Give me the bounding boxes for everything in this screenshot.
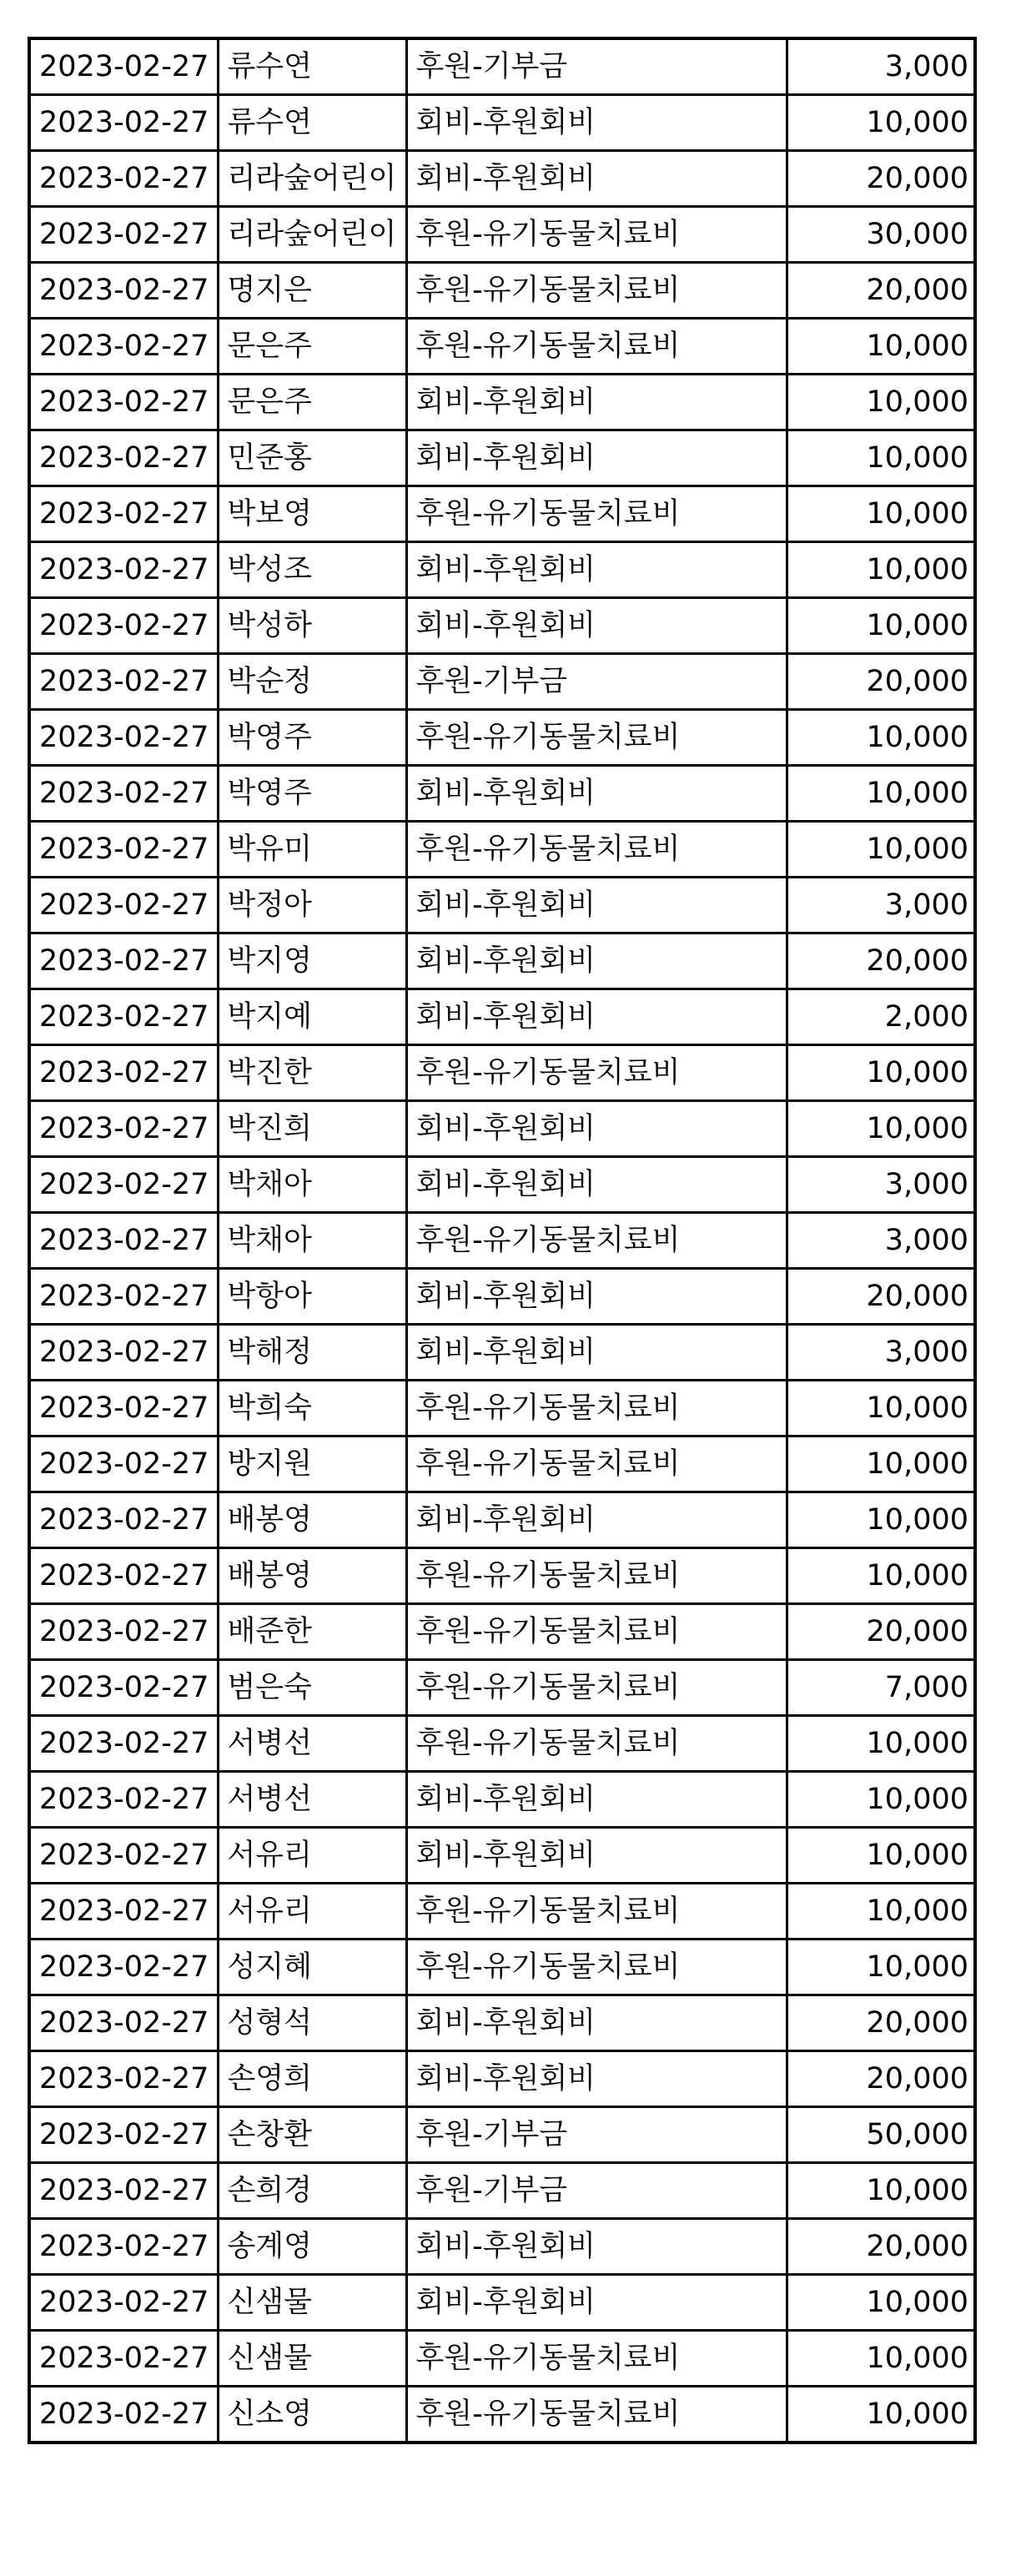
category-cell: 후원-유기동물치료비 <box>406 2331 787 2387</box>
donor-name-cell: 신소영 <box>218 2387 406 2443</box>
table-row <box>29 375 975 430</box>
donor-name-cell: 명지은 <box>218 263 406 319</box>
table-row <box>29 2107 975 2163</box>
date-cell: 2023-02-27 <box>29 375 218 430</box>
amount-cell: 10,000 <box>787 542 975 598</box>
category-cell: 후원-유기동물치료비 <box>406 263 787 319</box>
category-cell: 후원-유기동물치료비 <box>406 1548 787 1604</box>
table-row <box>29 1995 975 2051</box>
date-cell: 2023-02-27 <box>29 1604 218 1660</box>
category-cell: 회비-후원회비 <box>406 375 787 430</box>
category-cell: 후원-유기동물치료비 <box>406 1884 787 1940</box>
amount-cell: 20,000 <box>787 2051 975 2107</box>
date-cell: 2023-02-27 <box>29 1660 218 1716</box>
donor-name-cell: 신샘물 <box>218 2331 406 2387</box>
category-cell: 후원-유기동물치료비 <box>406 1045 787 1101</box>
donor-name-cell: 박영주 <box>218 766 406 822</box>
category-cell: 회비-후원회비 <box>406 1101 787 1157</box>
donor-name-cell: 손희경 <box>218 2163 406 2219</box>
category-cell: 후원-기부금 <box>406 38 787 95</box>
amount-cell: 20,000 <box>787 2219 975 2275</box>
donor-name-cell: 배준한 <box>218 1604 406 1660</box>
amount-cell: 3,000 <box>787 1325 975 1381</box>
category-cell: 후원-유기동물치료비 <box>406 1381 787 1436</box>
category-cell: 후원-기부금 <box>406 654 787 710</box>
amount-cell: 2,000 <box>787 989 975 1045</box>
table-row <box>29 1660 975 1716</box>
amount-cell: 10,000 <box>787 1436 975 1492</box>
date-cell: 2023-02-27 <box>29 207 218 263</box>
donor-name-cell: 박채아 <box>218 1213 406 1269</box>
date-cell: 2023-02-27 <box>29 1325 218 1381</box>
date-cell: 2023-02-27 <box>29 822 218 878</box>
donor-name-cell: 박채아 <box>218 1157 406 1213</box>
donor-name-cell: 박성하 <box>218 598 406 654</box>
table-row <box>29 2051 975 2107</box>
date-cell: 2023-02-27 <box>29 1045 218 1101</box>
donor-name-cell: 문은주 <box>218 375 406 430</box>
amount-cell: 10,000 <box>787 430 975 486</box>
category-cell: 후원-유기동물치료비 <box>406 1213 787 1269</box>
amount-cell: 20,000 <box>787 1269 975 1325</box>
donor-name-cell: 민준홍 <box>218 430 406 486</box>
date-cell: 2023-02-27 <box>29 1213 218 1269</box>
date-cell: 2023-02-27 <box>29 710 218 766</box>
amount-cell: 30,000 <box>787 207 975 263</box>
table-row <box>29 542 975 598</box>
amount-cell: 3,000 <box>787 1157 975 1213</box>
category-cell: 후원-기부금 <box>406 2107 787 2163</box>
category-cell: 후원-기부금 <box>406 2163 787 2219</box>
amount-cell: 7,000 <box>787 1660 975 1716</box>
date-cell: 2023-02-27 <box>29 1940 218 1995</box>
category-cell: 회비-후원회비 <box>406 1157 787 1213</box>
category-cell: 후원-유기동물치료비 <box>406 1716 787 1772</box>
table-row <box>29 1157 975 1213</box>
donor-name-cell: 신샘물 <box>218 2275 406 2331</box>
table-row <box>29 1325 975 1381</box>
date-cell: 2023-02-27 <box>29 1436 218 1492</box>
date-cell: 2023-02-27 <box>29 95 218 151</box>
category-cell: 회비-후원회비 <box>406 430 787 486</box>
date-cell: 2023-02-27 <box>29 2051 218 2107</box>
date-cell: 2023-02-27 <box>29 263 218 319</box>
donor-name-cell: 서병선 <box>218 1716 406 1772</box>
category-cell: 회비-후원회비 <box>406 1828 787 1884</box>
date-cell: 2023-02-27 <box>29 1828 218 1884</box>
table-row <box>29 207 975 263</box>
amount-cell: 10,000 <box>787 2163 975 2219</box>
donation-ledger-table <box>28 37 977 2444</box>
donor-name-cell: 박성조 <box>218 542 406 598</box>
category-cell: 후원-유기동물치료비 <box>406 486 787 542</box>
table-row <box>29 1492 975 1548</box>
amount-cell: 3,000 <box>787 878 975 933</box>
amount-cell: 10,000 <box>787 710 975 766</box>
category-cell: 회비-후원회비 <box>406 151 787 207</box>
date-cell: 2023-02-27 <box>29 1995 218 2051</box>
donor-name-cell: 배봉영 <box>218 1548 406 1604</box>
category-cell: 회비-후원회비 <box>406 95 787 151</box>
table-row <box>29 598 975 654</box>
amount-cell: 10,000 <box>787 1381 975 1436</box>
donor-name-cell: 박순정 <box>218 654 406 710</box>
category-cell: 후원-유기동물치료비 <box>406 319 787 375</box>
amount-cell: 10,000 <box>787 375 975 430</box>
amount-cell: 20,000 <box>787 654 975 710</box>
date-cell: 2023-02-27 <box>29 1492 218 1548</box>
donor-name-cell: 박영주 <box>218 710 406 766</box>
amount-cell: 3,000 <box>787 1213 975 1269</box>
donor-name-cell: 문은주 <box>218 319 406 375</box>
amount-cell: 10,000 <box>787 766 975 822</box>
donor-name-cell: 박지예 <box>218 989 406 1045</box>
category-cell: 회비-후원회비 <box>406 2051 787 2107</box>
amount-cell: 10,000 <box>787 598 975 654</box>
table-row <box>29 1828 975 1884</box>
amount-cell: 10,000 <box>787 1492 975 1548</box>
category-cell: 후원-유기동물치료비 <box>406 710 787 766</box>
ledger-body <box>29 38 975 2443</box>
category-cell: 회비-후원회비 <box>406 933 787 989</box>
amount-cell: 3,000 <box>787 38 975 95</box>
table-row <box>29 1101 975 1157</box>
donor-name-cell: 손영희 <box>218 2051 406 2107</box>
amount-cell: 10,000 <box>787 95 975 151</box>
donor-name-cell: 성형석 <box>218 1995 406 2051</box>
table-row <box>29 486 975 542</box>
table-row <box>29 38 975 95</box>
category-cell: 회비-후원회비 <box>406 989 787 1045</box>
donor-name-cell: 리라숲어린이 <box>218 207 406 263</box>
date-cell: 2023-02-27 <box>29 1101 218 1157</box>
donor-name-cell: 배봉영 <box>218 1492 406 1548</box>
category-cell: 회비-후원회비 <box>406 2219 787 2275</box>
amount-cell: 10,000 <box>787 1548 975 1604</box>
table-row <box>29 1884 975 1940</box>
date-cell: 2023-02-27 <box>29 1269 218 1325</box>
table-row <box>29 822 975 878</box>
donor-name-cell: 류수연 <box>218 38 406 95</box>
donor-name-cell: 손창환 <box>218 2107 406 2163</box>
date-cell: 2023-02-27 <box>29 2275 218 2331</box>
date-cell: 2023-02-27 <box>29 654 218 710</box>
donor-name-cell: 송계영 <box>218 2219 406 2275</box>
date-cell: 2023-02-27 <box>29 933 218 989</box>
amount-cell: 20,000 <box>787 263 975 319</box>
category-cell: 후원-유기동물치료비 <box>406 1604 787 1660</box>
date-cell: 2023-02-27 <box>29 486 218 542</box>
category-cell: 회비-후원회비 <box>406 1492 787 1548</box>
amount-cell: 10,000 <box>787 1716 975 1772</box>
date-cell: 2023-02-27 <box>29 2107 218 2163</box>
amount-cell: 20,000 <box>787 1604 975 1660</box>
date-cell: 2023-02-27 <box>29 1884 218 1940</box>
table-row <box>29 710 975 766</box>
table-row <box>29 766 975 822</box>
amount-cell: 10,000 <box>787 1772 975 1828</box>
date-cell: 2023-02-27 <box>29 989 218 1045</box>
table-row <box>29 2387 975 2443</box>
table-row <box>29 1772 975 1828</box>
amount-cell: 10,000 <box>787 2331 975 2387</box>
category-cell: 후원-유기동물치료비 <box>406 1660 787 1716</box>
table-row <box>29 989 975 1045</box>
amount-cell: 20,000 <box>787 933 975 989</box>
category-cell: 회비-후원회비 <box>406 542 787 598</box>
donor-name-cell: 범은숙 <box>218 1660 406 1716</box>
date-cell: 2023-02-27 <box>29 766 218 822</box>
date-cell: 2023-02-27 <box>29 319 218 375</box>
table-row <box>29 933 975 989</box>
amount-cell: 10,000 <box>787 1940 975 1995</box>
table-row <box>29 1381 975 1436</box>
donor-name-cell: 서유리 <box>218 1828 406 1884</box>
category-cell: 후원-유기동물치료비 <box>406 822 787 878</box>
date-cell: 2023-02-27 <box>29 1157 218 1213</box>
donor-name-cell: 박진한 <box>218 1045 406 1101</box>
amount-cell: 50,000 <box>787 2107 975 2163</box>
category-cell: 회비-후원회비 <box>406 2275 787 2331</box>
donor-name-cell: 방지원 <box>218 1436 406 1492</box>
donor-name-cell: 박진희 <box>218 1101 406 1157</box>
donor-name-cell: 박희숙 <box>218 1381 406 1436</box>
donor-name-cell: 박지영 <box>218 933 406 989</box>
table-row <box>29 1045 975 1101</box>
category-cell: 후원-유기동물치료비 <box>406 2387 787 2443</box>
amount-cell: 10,000 <box>787 1884 975 1940</box>
date-cell: 2023-02-27 <box>29 2387 218 2443</box>
table-row <box>29 2275 975 2331</box>
table-row <box>29 2163 975 2219</box>
date-cell: 2023-02-27 <box>29 430 218 486</box>
category-cell: 후원-유기동물치료비 <box>406 1940 787 1995</box>
date-cell: 2023-02-27 <box>29 2331 218 2387</box>
donor-name-cell: 박항아 <box>218 1269 406 1325</box>
donor-name-cell: 박해정 <box>218 1325 406 1381</box>
amount-cell: 10,000 <box>787 1828 975 1884</box>
date-cell: 2023-02-27 <box>29 1772 218 1828</box>
amount-cell: 20,000 <box>787 1995 975 2051</box>
table-row <box>29 1213 975 1269</box>
table-row <box>29 878 975 933</box>
date-cell: 2023-02-27 <box>29 38 218 95</box>
date-cell: 2023-02-27 <box>29 151 218 207</box>
table-row <box>29 1716 975 1772</box>
amount-cell: 10,000 <box>787 1101 975 1157</box>
table-row <box>29 2219 975 2275</box>
category-cell: 후원-유기동물치료비 <box>406 207 787 263</box>
donor-name-cell: 성지혜 <box>218 1940 406 1995</box>
category-cell: 후원-유기동물치료비 <box>406 1436 787 1492</box>
category-cell: 회비-후원회비 <box>406 766 787 822</box>
table-row <box>29 1548 975 1604</box>
date-cell: 2023-02-27 <box>29 1716 218 1772</box>
table-row <box>29 654 975 710</box>
table-row <box>29 1269 975 1325</box>
date-cell: 2023-02-27 <box>29 2163 218 2219</box>
table-row <box>29 151 975 207</box>
category-cell: 회비-후원회비 <box>406 598 787 654</box>
table-row <box>29 2331 975 2387</box>
date-cell: 2023-02-27 <box>29 2219 218 2275</box>
table-row <box>29 1604 975 1660</box>
donor-name-cell: 서유리 <box>218 1884 406 1940</box>
table-row <box>29 319 975 375</box>
category-cell: 회비-후원회비 <box>406 878 787 933</box>
amount-cell: 20,000 <box>787 151 975 207</box>
date-cell: 2023-02-27 <box>29 1381 218 1436</box>
date-cell: 2023-02-27 <box>29 1548 218 1604</box>
category-cell: 회비-후원회비 <box>406 1772 787 1828</box>
table-row <box>29 263 975 319</box>
table-row <box>29 430 975 486</box>
amount-cell: 10,000 <box>787 822 975 878</box>
category-cell: 회비-후원회비 <box>406 1995 787 2051</box>
date-cell: 2023-02-27 <box>29 598 218 654</box>
category-cell: 회비-후원회비 <box>406 1269 787 1325</box>
amount-cell: 10,000 <box>787 319 975 375</box>
table-row <box>29 1436 975 1492</box>
category-cell: 회비-후원회비 <box>406 1325 787 1381</box>
amount-cell: 10,000 <box>787 1045 975 1101</box>
donor-name-cell: 박유미 <box>218 822 406 878</box>
donor-name-cell: 리라숲어린이 <box>218 151 406 207</box>
date-cell: 2023-02-27 <box>29 542 218 598</box>
amount-cell: 10,000 <box>787 2275 975 2331</box>
date-cell: 2023-02-27 <box>29 878 218 933</box>
table-row <box>29 95 975 151</box>
donor-name-cell: 박정아 <box>218 878 406 933</box>
donor-name-cell: 류수연 <box>218 95 406 151</box>
table-row <box>29 1940 975 1995</box>
amount-cell: 10,000 <box>787 2387 975 2443</box>
donor-name-cell: 박보영 <box>218 486 406 542</box>
amount-cell: 10,000 <box>787 486 975 542</box>
donor-name-cell: 서병선 <box>218 1772 406 1828</box>
